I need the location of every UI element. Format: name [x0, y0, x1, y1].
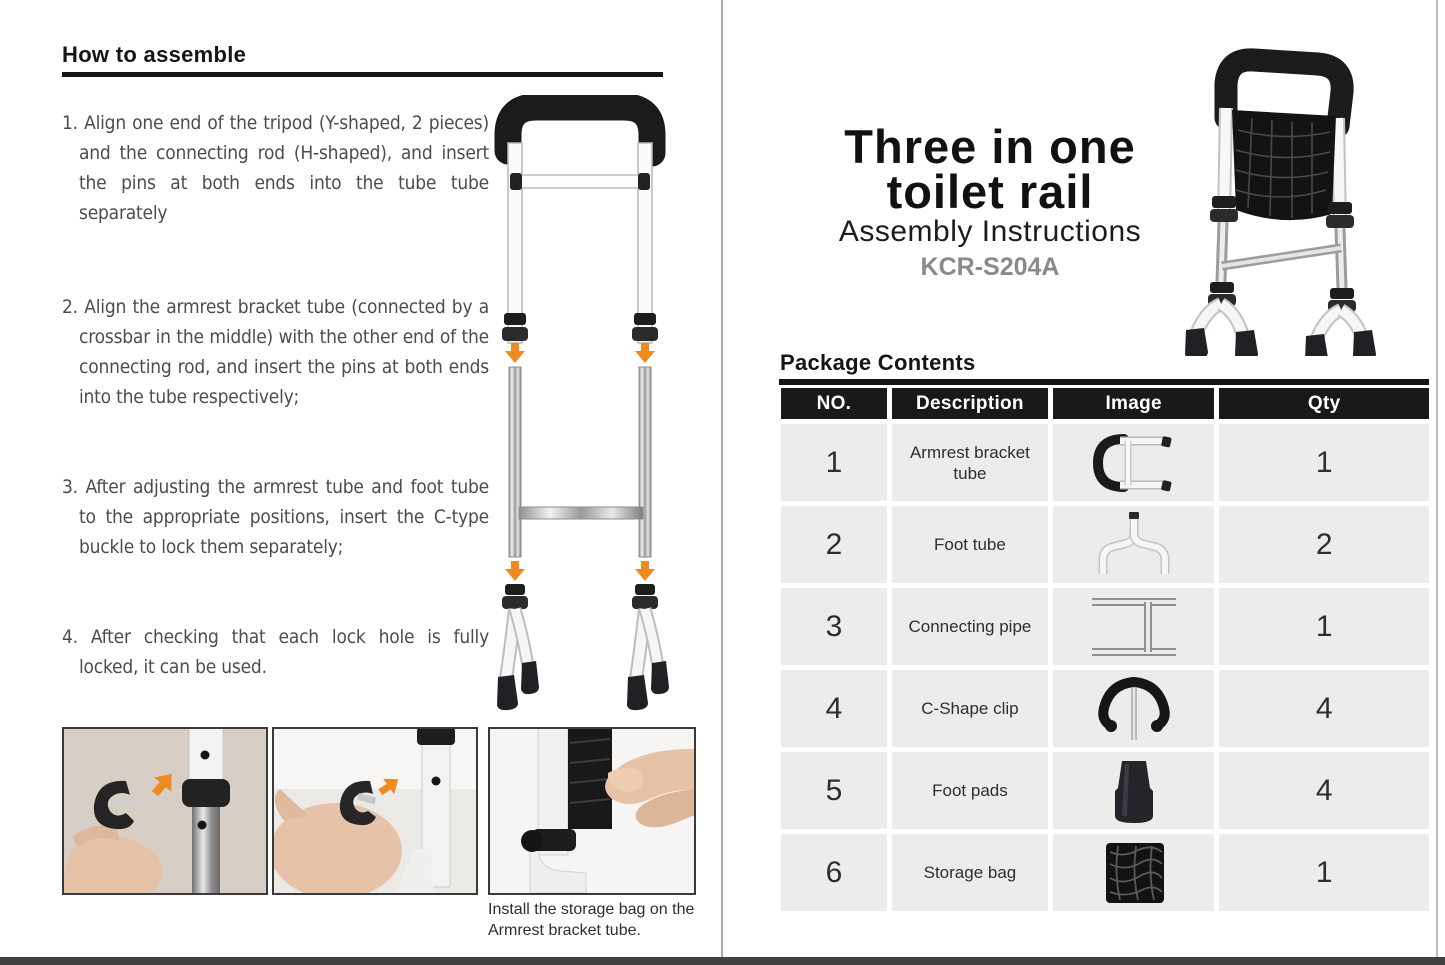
row-qty: 2	[1219, 506, 1429, 583]
table-row	[781, 506, 1429, 583]
product-title-line2: toilet rail	[886, 165, 1094, 218]
foot-tube-image	[1053, 506, 1214, 583]
c-clip-in-palm-under-tube-photo	[272, 727, 478, 895]
storage-bag-image	[1053, 834, 1214, 911]
product-title-line1: Three in one	[844, 120, 1136, 173]
attaching-storage-bag-strap-photo	[488, 727, 696, 895]
subtitle: Assembly Instructions	[838, 215, 1142, 248]
insert-arrow-icon	[147, 767, 181, 801]
row-no: 2	[781, 506, 887, 583]
package-contents-heading: Package Contents	[780, 350, 976, 375]
quad-legs	[1196, 304, 1364, 344]
table-row	[781, 588, 1429, 665]
how-to-assemble-heading: How to assemble	[62, 42, 247, 67]
insert-arrow-icon	[505, 561, 655, 581]
row-desc: Foot pads	[892, 752, 1048, 829]
assembly-step-2: 2. Align the armrest bracket tube (connected by a crossbar in the middle) with the other end of the connecting rod, and insert the pins at both ends into the tube respectively;	[62, 296, 489, 408]
handle-grip	[508, 107, 652, 153]
header-description: Description	[892, 388, 1048, 419]
row-desc: C-Shape clip	[892, 670, 1048, 747]
row-qty: 4	[1219, 752, 1429, 829]
row-no: 4	[781, 670, 887, 747]
crossbar	[518, 175, 642, 188]
header-qty: Qty	[1219, 388, 1429, 419]
header-image: Image	[1053, 388, 1214, 419]
row-no: 1	[781, 424, 887, 501]
table-row	[781, 670, 1429, 747]
assembly-step-4: 4. After checking that each lock hole is fully locked, it can be used.	[62, 626, 489, 678]
row-desc: Storage bag	[892, 834, 1048, 911]
h-connecting-rod	[519, 507, 643, 519]
photo-caption: Install the storage bag on the Armrest bracket tube.	[488, 901, 695, 939]
page-divider	[721, 0, 723, 957]
table-header-row	[781, 388, 1429, 419]
table-row	[781, 834, 1429, 911]
table-row	[781, 752, 1429, 829]
title-block	[790, 120, 1190, 284]
page-bottom-bar	[0, 957, 1445, 965]
connecting-pipe-image	[1053, 588, 1214, 665]
heading-underline	[62, 72, 663, 77]
assembly-step-3: 3. After adjusting the armrest tube and foot tube to the appropriate positions, insert the C-type buckle to lock them separately;	[62, 476, 489, 558]
page-right-border	[1436, 0, 1438, 957]
c-clip-held-next-to-tube-photo	[62, 727, 268, 895]
row-desc: Connecting pipe	[892, 588, 1048, 665]
insert-arrow-icon	[505, 343, 655, 363]
row-desc: Foot tube	[892, 506, 1048, 583]
foot-pads-image	[1053, 752, 1214, 829]
model-number: KCR-S204A	[920, 253, 1060, 281]
table-row	[781, 424, 1429, 501]
package-contents-table	[776, 383, 1434, 916]
row-no: 3	[781, 588, 887, 665]
header-no: NO.	[781, 388, 887, 419]
row-no: 6	[781, 834, 887, 911]
armrest-bracket-tube-image	[1053, 424, 1214, 501]
row-desc: Armrest bracket tube	[892, 424, 1048, 501]
c-shape-clip-image	[1053, 670, 1214, 747]
rubber-feet	[1185, 328, 1376, 356]
row-qty: 4	[1219, 670, 1429, 747]
row-qty: 1	[1219, 834, 1429, 911]
row-qty: 1	[1219, 588, 1429, 665]
assembled-toilet-rail-photo	[1168, 38, 1408, 356]
row-no: 5	[781, 752, 887, 829]
exploded-walker-frame-diagram	[478, 95, 708, 715]
assembly-step-1: 1. Align one end of the tripod (Y-shaped, 2 pieces) and the connecting rod (H-shaped), and insert the pins at both ends into the tube tube separately	[62, 112, 489, 224]
row-qty: 1	[1219, 424, 1429, 501]
